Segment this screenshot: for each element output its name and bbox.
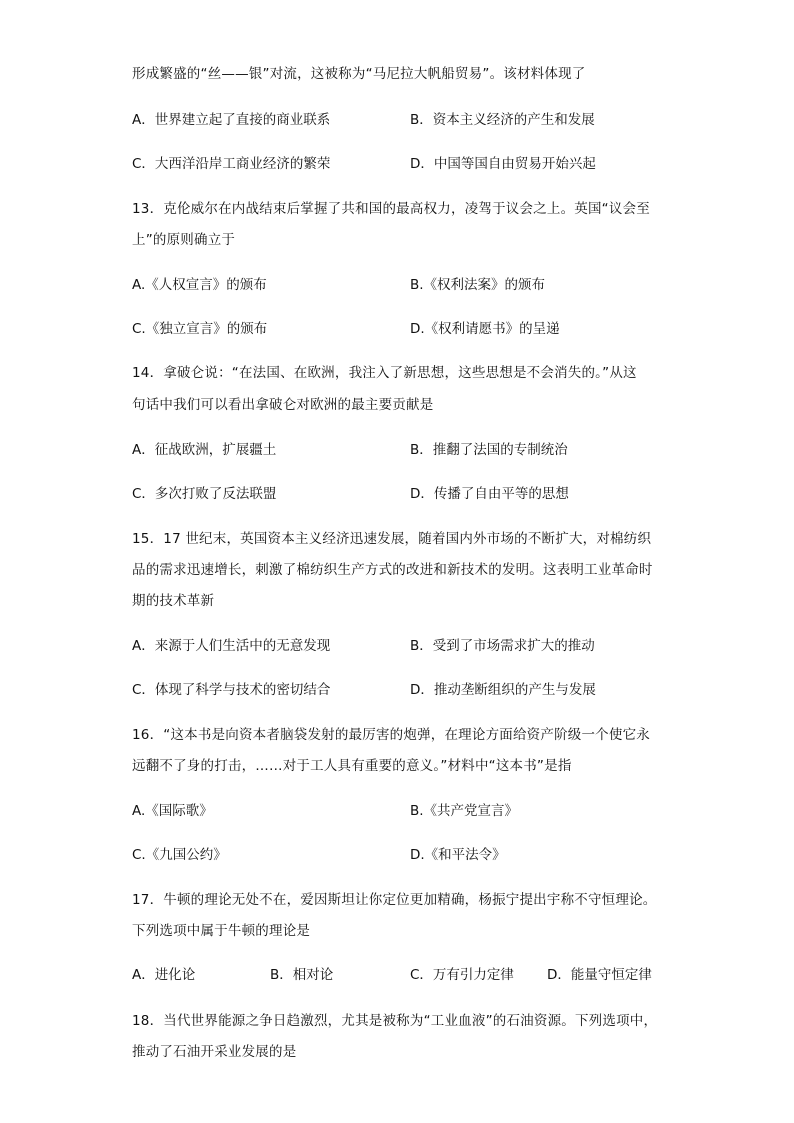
- option-c: C．体现了科学与技术的密切结合: [132, 682, 331, 698]
- question-18-line-2: 推动了石油开采业发展的是: [132, 1044, 297, 1060]
- option-d: D．中国等国自由贸易开始兴起: [410, 156, 596, 172]
- question-14-line-1: 14．拿破仑说：“在法国、在欧洲，我注入了新思想，这些思想是不会消失的。”从这: [132, 365, 637, 381]
- question-13-line-1: 13．克伦威尔在内战结束后掌握了共和国的最高权力，凌驾于议会之上。英国“议会至: [132, 201, 650, 217]
- question-15-line-1: 15．17 世纪末，英国资本主义经济迅速发展，随着国内外市场的不断扩大，对棉纺织: [132, 531, 652, 547]
- option-d: D.《和平法令》: [410, 847, 506, 863]
- option-d: D.《权利请愿书》的呈递: [410, 321, 560, 337]
- question-16-line-2: 远翻不了身的打击，……对于工人具有重要的意义。”材料中“这本书”是指: [132, 758, 572, 774]
- option-a: A．来源于人们生活中的无意发现: [132, 638, 331, 654]
- option-d: D．传播了自由平等的思想: [410, 486, 569, 502]
- option-c: C．大西洋沿岸工商业经济的繁荣: [132, 156, 331, 172]
- question-16-line-1: 16．“这本书是向资本者脑袋发射的最厉害的炮弹，在理论方面给资产阶级一个使它永: [132, 727, 650, 743]
- option-c: C.《九国公约》: [132, 847, 227, 863]
- option-b: B．受到了市场需求扩大的推动: [410, 638, 595, 654]
- option-a: A.《国际歌》: [132, 803, 213, 819]
- option-a: A．征战欧洲，扩展疆土: [132, 442, 277, 458]
- question-14-line-2: 句话中我们可以看出拿破仑对欧洲的最主要贡献是: [132, 397, 434, 413]
- option-b: B．资本主义经济的产生和发展: [410, 112, 595, 128]
- option-a: A.《人权宣言》的颁布: [132, 277, 267, 293]
- option-c: C.《独立宣言》的颁布: [132, 321, 268, 337]
- question-18-line-1: 18．当代世界能源之争日趋激烈，尤其是被称为“工业血液”的石油资源。下列选项中，: [132, 1013, 658, 1029]
- question-15-line-2: 品的需求迅速增长，刺激了棉纺织生产方式的改进和新技术的发明。这表明工业革命时: [132, 562, 653, 578]
- option-b: B．推翻了法国的专制统治: [410, 442, 568, 458]
- option-a: A．世界建立起了直接的商业联系: [132, 112, 331, 128]
- option-d: D．推动垄断组织的产生与发展: [410, 682, 596, 698]
- question-text: 形成繁盛的“丝——银”对流，这被称为“马尼拉大帆船贸易”。该材料体现了: [132, 66, 586, 82]
- question-13-line-2: 上”的原则确立于: [132, 232, 236, 248]
- option-d: D．能量守恒定律: [547, 967, 652, 983]
- option-c: C．多次打败了反法联盟: [132, 486, 277, 502]
- option-a: A．进化论: [132, 967, 196, 983]
- question-15-line-3: 期的技术革新: [132, 593, 215, 609]
- option-b: B.《共产党宣言》: [410, 803, 519, 819]
- question-17-line-2: 下列选项中属于牛顿的理论是: [132, 923, 311, 939]
- option-b: B．相对论: [270, 967, 334, 983]
- option-b: B.《权利法案》的颁布: [410, 277, 546, 293]
- question-17-line-1: 17．牛顿的理论无处不在，爱因斯坦让你定位更加精确，杨振宁提出宇称不守恒理论。: [132, 892, 657, 908]
- option-c: C．万有引力定律: [410, 967, 514, 983]
